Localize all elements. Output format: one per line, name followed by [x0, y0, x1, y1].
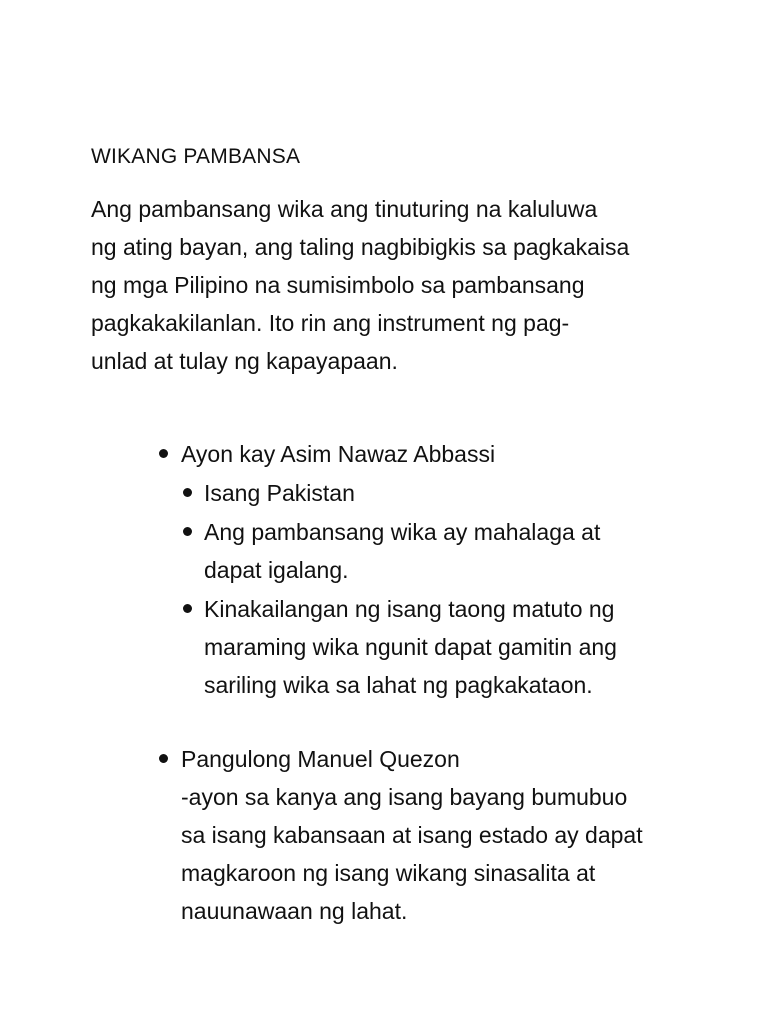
- document-title: WIKANG PAMBANSA: [91, 145, 301, 168]
- sub-bullet-text: maraming wika ngunit dapat gamitin ang: [204, 634, 617, 660]
- intro-line: pagkakakilanlan. Ito rin ang instrument ng pag-: [91, 310, 570, 336]
- sub-bullet-text: Isang Pakistan: [204, 480, 355, 506]
- sub-bullet-text: Kinakailangan ng isang taong matuto ng: [204, 596, 615, 622]
- section-2-heading: Pangulong Manuel Quezon: [181, 746, 460, 772]
- section-2-text: sa isang kabansaan at isang estado ay dapat: [181, 822, 643, 848]
- intro-paragraph: [91, 190, 691, 380]
- intro-line: unlad at tulay ng kapayapaan.: [91, 348, 398, 374]
- bullet-icon: [159, 754, 168, 763]
- bullet-icon: [159, 449, 168, 458]
- intro-line: ng mga Pilipino na sumisimbolo sa pambansang: [91, 272, 585, 298]
- section-2-text: magkaroon ng isang wikang sinasalita at: [181, 860, 596, 886]
- section-1-heading: Ayon kay Asim Nawaz Abbassi: [181, 441, 496, 467]
- bullet-icon: [183, 604, 192, 613]
- sub-bullet-text: dapat igalang.: [204, 557, 349, 583]
- sub-bullet-text: sariling wika sa lahat ng pagkakataon.: [204, 672, 593, 698]
- bullet-icon: [183, 527, 192, 536]
- section-2-text: -ayon sa kanya ang isang bayang bumubuo: [181, 784, 628, 810]
- intro-line: Ang pambansang wika ang tinuturing na kaluluwa: [91, 196, 598, 222]
- section-2-text: nauunawaan ng lahat.: [181, 898, 408, 924]
- intro-line: ng ating bayan, ang taling nagbibigkis sa pagkakaisa: [91, 234, 630, 260]
- sub-bullet-text: Ang pambansang wika ay mahalaga at: [204, 519, 601, 545]
- bullet-icon: [183, 488, 192, 497]
